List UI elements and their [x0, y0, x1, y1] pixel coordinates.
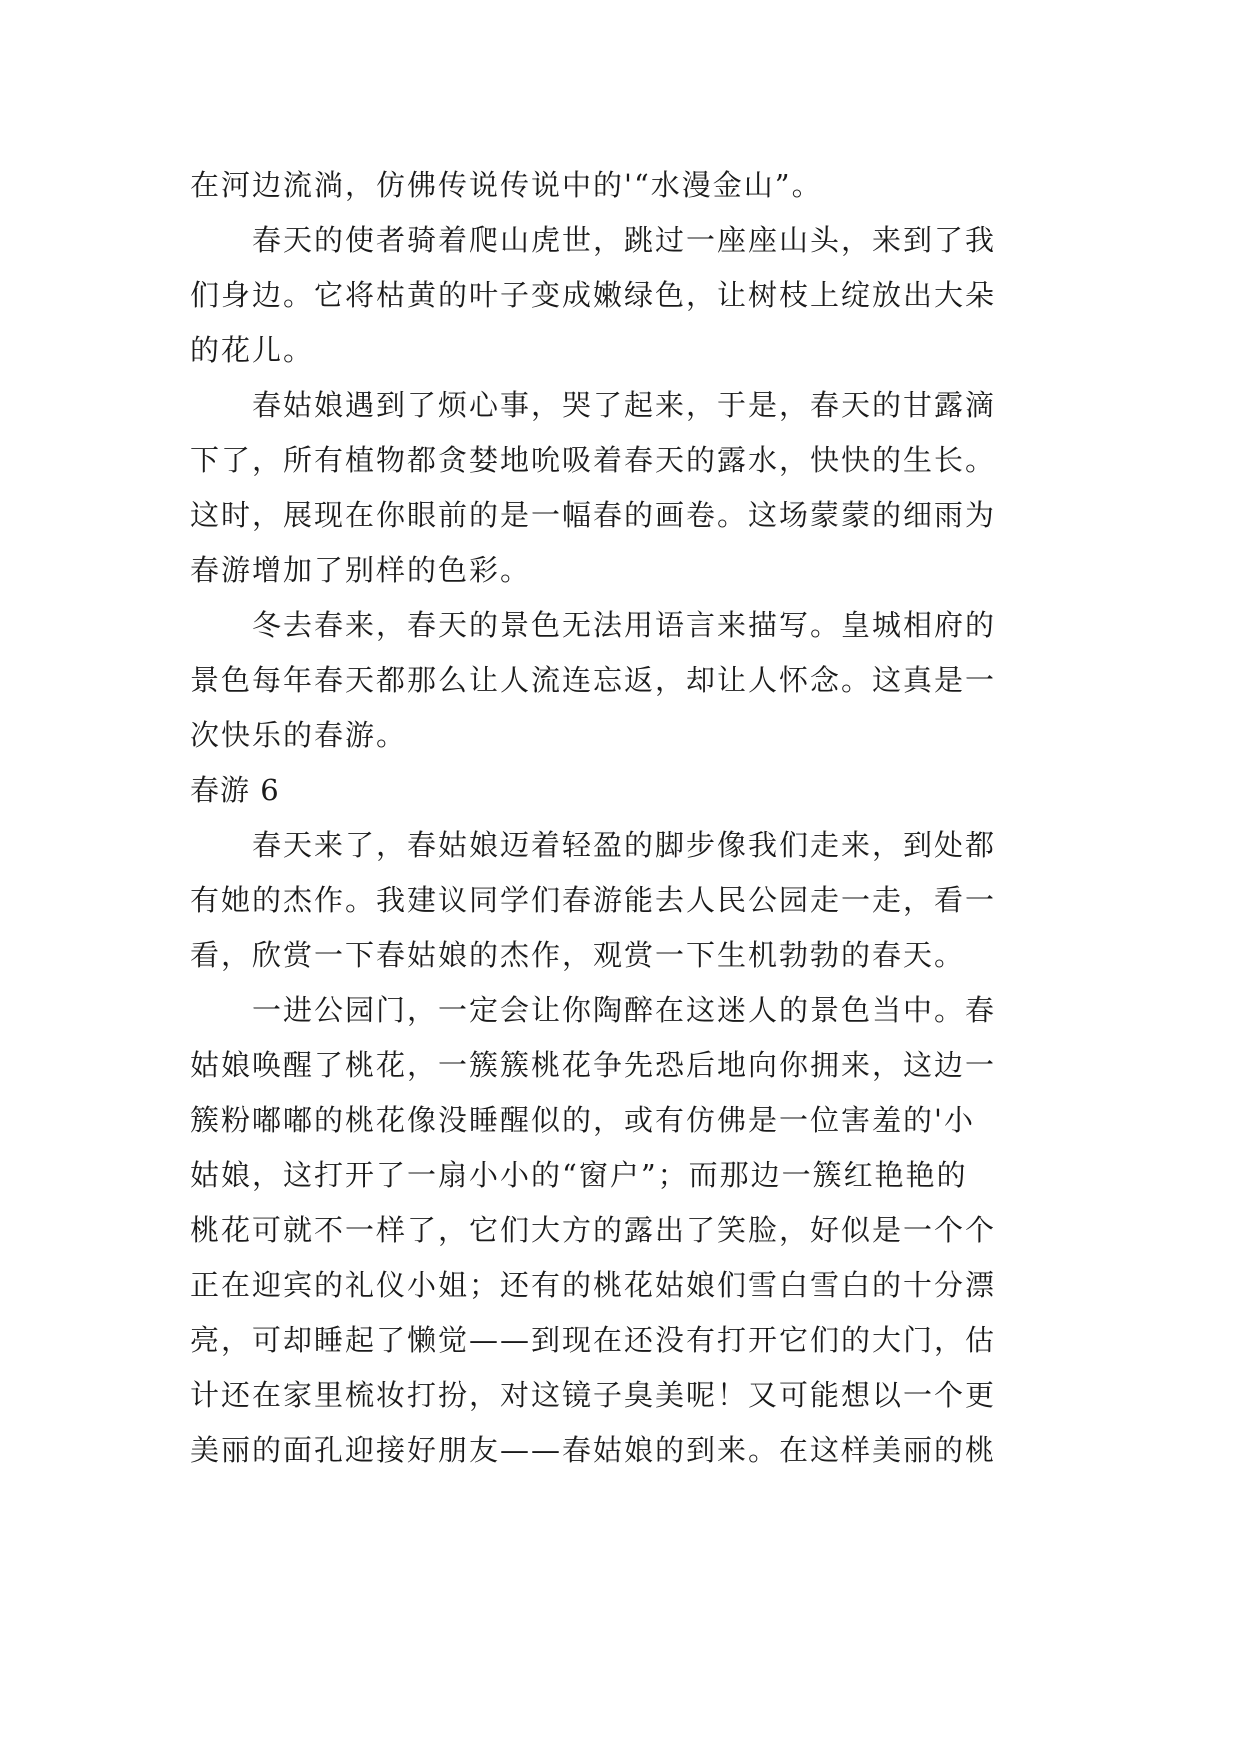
text-line: 春姑娘遇到了烦心事，哭了起来，于是，春天的甘露滴	[252, 388, 997, 422]
text-line: 簇粉嘟嘟的桃花像没睡醒似的，或有仿佛是一位害羞的'小	[190, 1103, 975, 1137]
text-line: 次快乐的春游。	[190, 718, 408, 752]
text-line: 这时，展现在你眼前的是一幅春的画卷。这场蒙蒙的细雨为	[190, 498, 997, 532]
section-heading: 春游 6	[190, 773, 280, 807]
document-body	[190, 158, 1060, 1478]
text-line: 看，欣赏一下春姑娘的杰作，观赏一下生机勃勃的春天。	[190, 938, 966, 972]
text-line: 姑娘唤醒了桃花，一簇簇桃花争先恐后地向你拥来，这边一	[190, 1048, 997, 1082]
text-line: 美丽的面孔迎接好朋友——春姑娘的到来。在这样美丽的桃	[190, 1433, 997, 1467]
text-line: 有她的杰作。我建议同学们春游能去人民公园走一走，看一	[190, 883, 997, 917]
text-line: 亮，可却睡起了懒觉——到现在还没有打开它们的大门，估	[190, 1323, 997, 1357]
text-line: 一进公园门，一定会让你陶醉在这迷人的景色当中。春	[252, 993, 997, 1027]
text-line: 正在迎宾的礼仪小姐；还有的桃花姑娘们雪白雪白的十分漂	[190, 1268, 997, 1302]
text-line: 冬去春来，春天的景色无法用语言来描写。皇城相府的	[252, 608, 997, 642]
text-line: 桃花可就不一样了，它们大方的露出了笑脸，好似是一个个	[190, 1213, 997, 1247]
text-line: 计还在家里梳妆打扮，对这镜子臭美呢！又可能想以一个更	[190, 1378, 997, 1412]
text-line: 在河边流淌，仿佛传说传说中的'“水漫金山”。	[190, 168, 823, 202]
text-line: 春天来了，春姑娘迈着轻盈的脚步像我们走来，到处都	[252, 828, 997, 862]
text-line: 姑娘，这打开了一扇小小的“窗户”；而那边一簇红艳艳的	[190, 1158, 968, 1192]
text-line: 春游增加了别样的色彩。	[190, 553, 532, 587]
text-line: 下了，所有植物都贪婪地吮吸着春天的露水，快快的生长。	[190, 443, 997, 477]
text-line: 们身边。它将枯黄的叶子变成嫩绿色，让树枝上绽放出大朵	[190, 278, 997, 312]
text-line: 的花儿。	[190, 333, 315, 367]
text-line: 景色每年春天都那么让人流连忘返，却让人怀念。这真是一	[190, 663, 997, 697]
text-line: 春天的使者骑着爬山虎世，跳过一座座山头，来到了我	[252, 223, 997, 257]
